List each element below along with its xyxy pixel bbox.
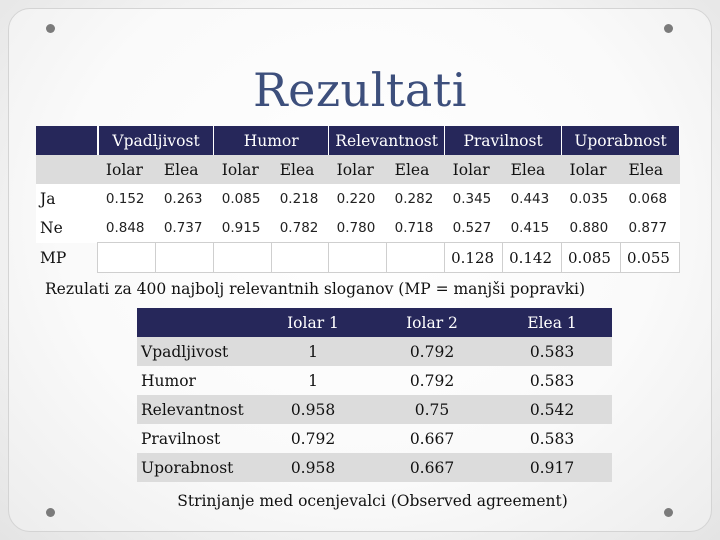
mp-value-cell: 0.055 [620,243,679,273]
agreement-header-row [137,308,612,337]
value-cell: 0.877 [620,213,679,243]
agreement-value: 0.917 [492,453,612,482]
value-cell: 0.218 [272,184,329,213]
agreement-value: 0.542 [492,395,612,424]
agreement-value: 1 [254,337,372,366]
agreement-row-label: Pravilnost [141,429,221,448]
header-pravilnost: Pravilnost [445,126,562,155]
row-label-ne: Ne [36,213,98,243]
agreement-value: 0.583 [492,337,612,366]
subheader-cell: Elea [387,155,445,184]
agreement-value: 0.958 [254,395,372,424]
value-cell: 0.527 [445,213,503,243]
agreement-row-relevantnost [137,395,612,424]
table-row-ne [36,213,680,243]
value-cell: 0.415 [503,213,562,243]
agreement-value: 0.667 [409,429,455,448]
value-cell: 0.848 [98,213,156,243]
agreement-caption: Strinjanje med ocenjevalci (Observed agreement) [177,492,568,510]
corner-dot-top-left [46,24,55,33]
mp-empty-cell [329,243,387,273]
agreement-header-blank [137,308,254,337]
subheader-cell: Iolar [445,155,503,184]
subheader-row [36,155,680,184]
agreement-value: 0.792 [372,337,492,366]
value-cell: 0.718 [387,213,445,243]
mp-empty-cell [387,243,445,273]
agreement-row-humor [137,366,612,395]
agreement-row-pravilnost [137,424,612,453]
agreement-table [137,308,612,482]
value-cell: 0.068 [620,184,679,213]
mp-value-cell: 0.142 [503,243,562,273]
agreement-row-label: Humor [141,371,196,390]
agreement-value: 0.667 [372,453,492,482]
value-cell: 0.263 [156,184,214,213]
agreement-header-elea1: Elea 1 [492,308,612,337]
agreement-value: 1 [308,371,318,390]
table-row-ja [36,184,680,213]
criteria-header-row [36,126,680,155]
mp-value-cell: 0.128 [445,243,503,273]
slide-title: Rezultati [252,63,468,117]
agreement-value: 0.958 [254,453,372,482]
agreement-value: 0.583 [529,371,575,390]
value-cell: 0.880 [562,213,621,243]
agreement-header-iolar2: Iolar 2 [372,308,492,337]
mp-empty-cell [214,243,272,273]
header-relevantnost: Relevantnost [329,126,445,155]
agreement-row-uporabnost [137,453,612,482]
subheader-cell: Iolar [329,155,387,184]
agreement-value: 0.792 [409,371,455,390]
results-caption: Rezulati za 400 najbolj relevantnih sloganov (MP = manjši popravki) [45,280,586,298]
value-cell: 0.737 [156,213,214,243]
results-table [36,126,680,273]
subheader-cell: Iolar [98,155,156,184]
mp-value-cell: 0.085 [562,243,621,273]
value-cell: 0.035 [562,184,621,213]
agreement-row-label: Uporabnost [137,453,254,482]
subheader-cell: Iolar [562,155,621,184]
value-cell: 0.282 [387,184,445,213]
value-cell: 0.220 [329,184,387,213]
subheader-cell: Elea [272,155,329,184]
header-blank-cell [36,126,98,155]
value-cell: 0.782 [272,213,329,243]
subheader-blank-cell [36,155,98,184]
mp-empty-cell [98,243,156,273]
value-cell: 0.780 [329,213,387,243]
row-label-mp: MP [40,248,67,267]
table-row-mp [36,243,680,273]
agreement-value: 0.583 [529,429,575,448]
value-cell: 0.443 [503,184,562,213]
subheader-cell: Iolar [214,155,272,184]
agreement-row-vpadljivost [137,337,612,366]
value-cell: 0.345 [445,184,503,213]
mp-empty-cell [272,243,329,273]
agreement-row-label: Relevantnost [137,395,254,424]
value-cell: 0.085 [214,184,272,213]
agreement-row-label: Vpadljivost [137,337,254,366]
corner-dot-top-right [664,24,673,33]
header-uporabnost: Uporabnost [562,126,680,155]
mp-empty-cell [156,243,214,273]
value-cell: 0.152 [98,184,156,213]
agreement-value: 0.792 [290,429,336,448]
value-cell: 0.915 [214,213,272,243]
header-vpadljivost: Vpadljivost [98,126,214,155]
subheader-cell: Elea [620,155,679,184]
header-humor: Humor [214,126,329,155]
row-label-ja: Ja [36,184,98,213]
agreement-header-iolar1: Iolar 1 [254,308,372,337]
subheader-cell: Elea [503,155,562,184]
agreement-value: 0.75 [372,395,492,424]
subheader-cell: Elea [156,155,214,184]
